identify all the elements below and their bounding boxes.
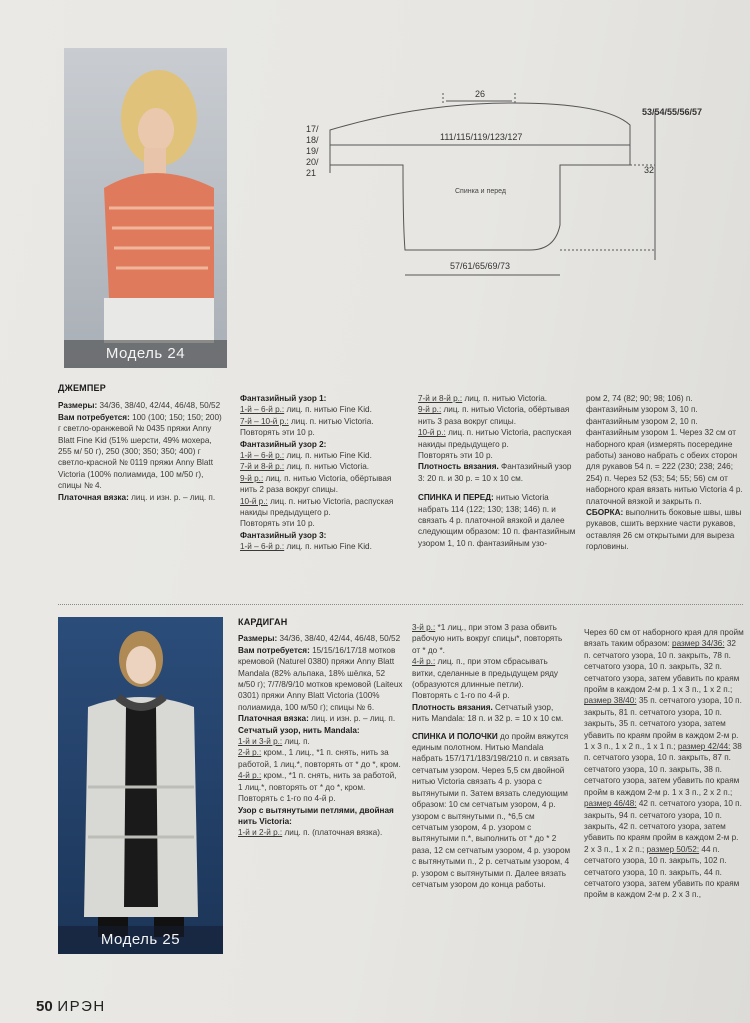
paragraph: 1-й – 6-й р.: лиц. п. нитью Fine Kid. [240, 542, 372, 552]
paragraph: 1-й и 2-й р.: лиц. п. (платочная вязка). [238, 828, 383, 838]
model-24-col-1 [58, 383, 226, 503]
paragraph: СБОРКА: выполнить боковые швы, швы рукавов, сшить верхние части рукавов, оставляя 26 см открытыми для выреза горловины. [586, 508, 742, 552]
section-divider [58, 604, 743, 605]
page-number: 50 [36, 998, 53, 1015]
page-footer [36, 998, 106, 1015]
model-25-title: КАРДИГАН [238, 617, 288, 627]
diagram-bottom-width: 57/61/65/69/73 [450, 261, 511, 271]
paragraph: 2-й р.: кром., 1 лиц., *1 п. снять, нить за работой, 1 лиц.*, повторять от * до *, кром. [238, 748, 401, 769]
magazine-brand: ИРЭН [57, 998, 106, 1015]
diagram-left-height-2: 18/ [306, 135, 319, 145]
paragraph: Повторять с 1-го по 4-й р. [238, 794, 336, 804]
paragraph: Фантазийный узор 2: [240, 439, 327, 449]
model-24-image [64, 48, 227, 368]
model-25-image [58, 617, 223, 954]
paragraph: Повторять эти 10 р. [240, 428, 315, 438]
paragraph: Вам потребуется: 100 (100; 150; 150; 200) г светло-оранжевой № 0435 пряжи Anny Blatt Fine Kid (51% шерсти, 49% мохера, 255 м/ 50 г), 250 (300; 350; 350; 400) г светло-красной № 0119 пряжи Anny Blatt Victoria (100% полиамида, 100 м/50 г), спицы № 4. [58, 412, 222, 491]
diagram-left-height-5: 21 [306, 168, 317, 178]
paragraph: 3-й р.: *1 лиц., при этом 3 раза обвить рабочую нить вокруг спицы*, повторять от * до *. [412, 623, 563, 655]
paragraph: 7-й и 8-й р.: лиц. п. нитью Victoria. [240, 462, 370, 472]
paragraph: Вам потребуется: 15/15/16/17/18 мотков кремовой (Naturel 0380) пряжи Anny Blatt Mandala (82% альпака, 18% шёлка, 52 м/50 г); 7/7/8/9/10 мотков кремовой (Laiteux 0301) пряжи Anny Blatt Victoria (100% полиамида, 100 м/50 г); спицы № 6. [238, 645, 403, 712]
paragraph: Повторять эти 10 р. [418, 451, 493, 461]
paragraph: Плотность вязания. Сетчатый узор, нить Mandala: 18 п. и 32 р. = 10 х 10 см. [412, 702, 564, 724]
paragraph: Платочная вязка: лиц. и изн. р. – лиц. п. [58, 492, 216, 502]
paragraph: Фантазийный узор 3: [240, 530, 327, 540]
paragraph: Через 60 см от наборного края для пройм вязать таким образом: размер 34/36: 32 п. сетчатого узора, 10 п. закрыть, 78 п. сетчатого узора, 10 п. закрыть, 32 п. сетчатого узора, затем убавить по краям пройм в каждом 2-м р. 1 х 3 п., 1 х 2 п.; размер 38/40: 35 п. сетчатого узора, 10 п. закрыть, 81 п. сетчатого узора, 10 п. закрыть, 35 п. сетчатого узора, затем убавить по краям пройм в каждом 2-м р. 1 х 3 п., 1 х 2 п., 1 х 1 п.; размер 42/44: 38 п. сетчатого узора, 10 п. закрыть, 87 п. сетчатого узора, 10 п. закрыть, 38 п. сетчатого узора, затем убавить по краям пройм в каждом 2-м р. 1 х 3 п., 2 х 2 п.; размер 46/48: 42 п. сетчатого узора, 10 п. закрыть, 94 п. сетчатого узора, 10 п. закрыть, 42 п. сетчатого узора, затем убавить по краям пройм в каждом 2-м р. 2 х 3 п., 1 х 2 п.; размер 50/52: 44 п. сетчатого узора, 10 п. закрыть, 102 п. сетчатого узора, 10 п. закрыть, 44 п. сетчатого узора, затем убавить по краям пройм в каждом 2-м р. 2 х 3 п., [584, 628, 744, 900]
model-24-label: Модель 24 [105, 345, 186, 362]
model-24-title: ДЖЕМПЕР [58, 383, 106, 393]
model-24-col-3 [418, 393, 578, 549]
model-25-photo [58, 617, 223, 954]
paragraph: Фантазийный узор 1: [240, 394, 327, 403]
paragraph: 4-й р.: кром., *1 п. снять, нить за работой, 1 лиц.*, повторять от * до *, кром. [238, 771, 397, 792]
paragraph: 1-й и 3-й р.: лиц. п. [238, 737, 310, 747]
diagram-left-height-3: 19/ [306, 146, 319, 156]
model-25-col-3 [584, 627, 744, 901]
diagram-top-width: 26 [475, 89, 486, 99]
paragraph: 9-й р.: лиц. п. нитью Victoria, обёртывая нить 2 раза вокруг спицы. [240, 473, 392, 495]
model-24-col-2 [240, 393, 405, 553]
diagram-shoulder-width: 111/115/119/123/127 [440, 132, 523, 142]
diagram-left-height-4: 20/ [306, 157, 319, 167]
paragraph: Размеры: 34/36, 38/40, 42/44, 46/48, 50/52 [58, 401, 221, 411]
paragraph: 4-й р.: лиц. п., при этом сбрасывать витки, сделанные в предыдущем ряду (образуются длинные петли). [412, 657, 559, 690]
paragraph [418, 484, 578, 492]
diagram-body-height: 32 [644, 165, 655, 175]
diagram-center-label: Спинка и перед [455, 188, 506, 195]
paragraph: Повторять эти 10 р. [240, 519, 315, 529]
paragraph: Платочная вязка: лиц. и изн. р. – лиц. п. [238, 714, 396, 724]
paragraph: 7-й – 10-й р.: лиц. п. нитью Victoria. [240, 416, 374, 426]
paragraph: 1-й – 6-й р.: лиц. п. нитью Fine Kid. [240, 451, 372, 461]
paragraph: СПИНКА И ПОЛОЧКИ до пройм вяжутся единым полотном. Нитью Mandala набрать 157/171/183/198/210 п. и связать сетчатым узором. Через 5,5 см двойной нитью Victoria связать 4 р. узора с вытянутыми п. Затем вязать следующим образом: 10 см сетчатым узором, 4 р. узором с вытянутыми п., *6,5 см сетчатым узором, 4 р. узором с вытянутыми п.*, выполнить от * до * 2 раза, 12 см сетчатым узором, 4 р. узором с вытянутыми п., 2 р. сетчатым узором, 4 р. узором с вытянутыми п. Далее вязать сетчатым узором до конца работы. [412, 731, 571, 889]
paragraph: 7-й и 8-й р.: лиц. п. нитью Victoria. [418, 394, 548, 403]
paragraph: 10-й р.: лиц. п. нитью Victoria, распуская накиды предыдущего р. [240, 496, 394, 518]
model-25-col-2 [412, 622, 572, 890]
paragraph: Сетчатый узор, нить Mandala: [238, 725, 360, 735]
paragraph: 9-й р.: лиц. п. нитью Victoria, обёртывая нить 3 раза вокруг спицы. [418, 405, 570, 426]
paragraph: 10-й р.: лиц. п. нитью Victoria, распуская накиды предыдущего р. [418, 428, 572, 449]
diagram-left-height-1: 17/ [306, 124, 319, 134]
paragraph: 1-й – 6-й р.: лиц. п. нитью Fine Kid. [240, 405, 372, 415]
paragraph: ром 2, 74 (82; 90; 98; 106) п. фантазийным узором 3, 10 п. фантазийным узором 2, 10 п. фантазийным узором 1. Через 32 см от наборного края (измерять посередине работы) заново набрать с обеих сторон для рукавов 54 п. = 222 (230; 238; 246; 254) п. Через 52 (53; 54; 55; 56) см от наборного края вязать нитью Victoria 4 р. платочной вязкой и закрыть п. [586, 394, 743, 506]
paragraph: Плотность вязания. Фантазийный узор 3: 20 п. и 30 р. = 10 х 10 см. [418, 462, 572, 483]
model-25-col-1 [238, 617, 403, 839]
model-25-label: Модель 25 [100, 931, 181, 948]
paragraph: Узор с вытянутыми петлями, двойная нить Victoria: [238, 805, 394, 826]
paragraph: Размеры: 34/36, 38/40, 42/44, 46/48, 50/52 [238, 634, 401, 644]
sweater-schematic [300, 85, 720, 285]
diagram-sleeve-height: 53/54/55/56/57 [642, 107, 703, 117]
paragraph: Повторять с 1-го по 4-й р. [412, 691, 510, 701]
paragraph: СПИНКА И ПЕРЕД: нитью Victoria набрать 114 (122; 130; 138; 146) п. и связать 4 р. платочной вязкой и далее следующим образом: 10 п. фантазийным узором 1, 10 п. фантазийным узо- [418, 493, 576, 548]
model-24-col-4 [586, 393, 744, 553]
model-24-photo [64, 48, 227, 368]
